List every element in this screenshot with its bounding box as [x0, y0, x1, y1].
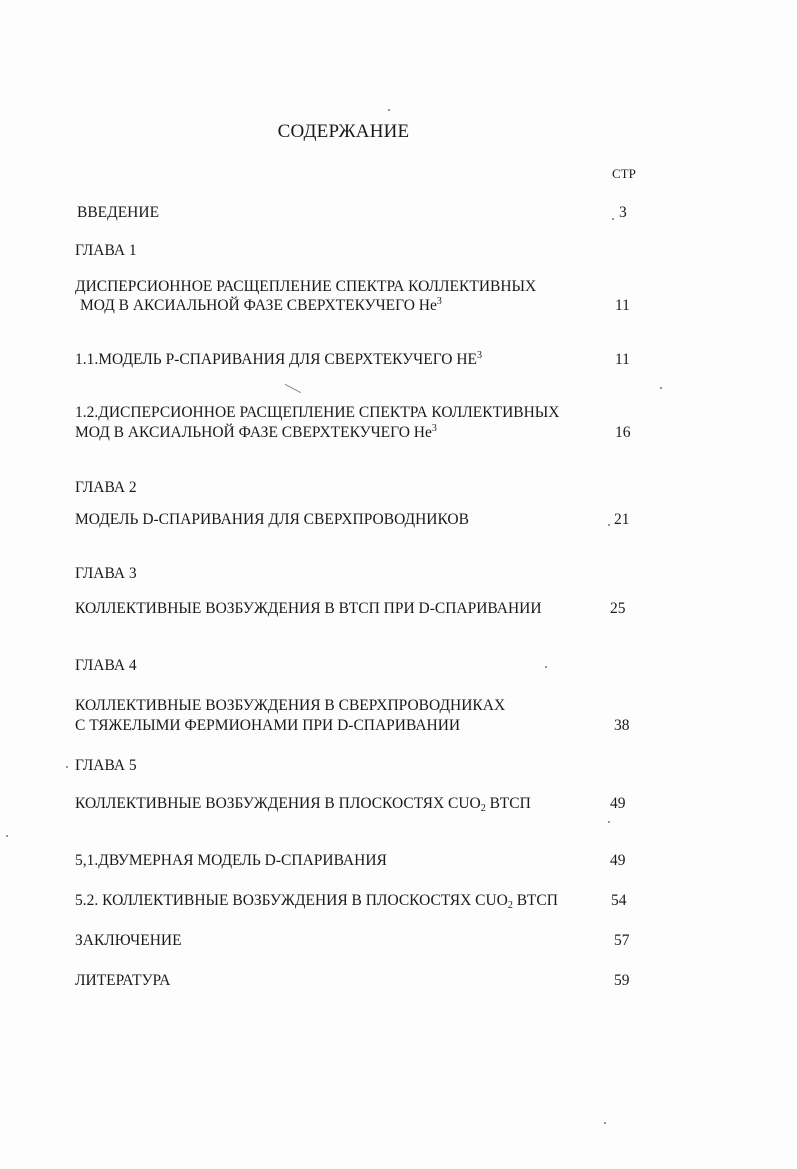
scan-speck	[66, 766, 68, 768]
toc-chapter-3: ГЛАВА 3	[75, 565, 137, 582]
page-column-label: СТР	[612, 166, 636, 181]
toc-entry-5-2: 5.2. КОЛЛЕКТИВНЫЕ ВОЗБУЖДЕНИЯ В ПЛОСКОСТЯХ $CUO_2$ ВТСП	[75, 892, 558, 911]
superscript-3: 3	[436, 296, 442, 307]
scan-speck	[6, 835, 8, 837]
toc-entry-intro: ВВЕДЕНИЕ	[77, 204, 160, 221]
superscript-3: 3	[431, 423, 437, 434]
toc-entry-1-1: 1.1.МОДЕЛЬ Р-СПАРИВАНИЯ ДЛЯ СВЕРХТЕКУЧЕГО $НЕ^3$	[75, 350, 483, 368]
scan-speck	[612, 218, 614, 220]
scan-speck	[660, 387, 662, 389]
toc-entry-5-1: 5,1.ДВУМЕРНАЯ МОДЕЛЬ D-СПАРИВАНИЯ	[75, 852, 387, 869]
toc-page-ch1: 11	[615, 297, 630, 314]
toc-entry-ch3: КОЛЛЕКТИВНЫЕ ВОЗБУЖДЕНИЯ В ВТСП ПРИ D-СПАРИВАНИИ	[75, 600, 542, 617]
toc-page-ch2: 21	[614, 511, 630, 528]
toc-entry-ch1-line2: МОД В АКСИАЛЬНОЙ ФАЗЕ СВЕРХТЕКУЧЕГО He$^3$	[80, 296, 442, 314]
toc-chapter-5: ГЛАВА 5	[75, 757, 137, 774]
toc-chapter-2: ГЛАВА 2	[75, 479, 137, 496]
superscript-3: 3	[477, 350, 483, 361]
toc-page-intro: 3	[619, 204, 627, 221]
toc-page-5-1: 49	[610, 852, 626, 869]
scan-mark	[285, 384, 301, 393]
toc-entry-1-2-line2: МОД В АКСИАЛЬНОЙ ФАЗЕ СВЕРХТЕКУЧЕГО He$^3$	[75, 423, 437, 441]
scan-speck	[388, 109, 390, 111]
toc-chapter-1: ГЛАВА 1	[75, 242, 137, 259]
toc-entry-ch5: КОЛЛЕКТИВНЫЕ ВОЗБУЖДЕНИЯ В ПЛОСКОСТЯХ $CUO_2$ ВТСП	[75, 795, 531, 814]
subscript-2: 2	[507, 900, 513, 911]
toc-chapter-4: ГЛАВА 4	[75, 657, 137, 674]
toc-entry-ch4-line2: С ТЯЖЕЛЫМИ ФЕРМИОНАМИ ПРИ D-СПАРИВАНИИ	[75, 717, 461, 734]
toc-title: СОДЕРЖАНИЕ	[277, 121, 410, 142]
toc-page-ch4: 38	[614, 717, 630, 734]
scan-speck	[608, 524, 610, 526]
toc-page-ch3: 25	[610, 600, 626, 617]
subscript-2: 2	[480, 803, 486, 814]
toc-page-literature: 59	[614, 972, 630, 989]
scan-speck	[545, 666, 547, 668]
toc-page-1-2: 16	[615, 424, 631, 441]
toc-page-ch5: 49	[610, 795, 626, 812]
toc-entry-1-2-line1: 1.2.ДИСПЕРСИОННОЕ РАСЩЕПЛЕНИЕ СПЕКТРА КОЛЛЕКТИВНЫХ	[75, 404, 560, 421]
toc-page-5-2: 54	[611, 892, 627, 909]
scan-speck	[604, 1122, 606, 1124]
toc-page-1-1: 11	[615, 351, 630, 368]
toc-page-conclusion: 57	[614, 932, 630, 949]
toc-entry-ch4-line1: КОЛЛЕКТИВНЫЕ ВОЗБУЖДЕНИЯ В СВЕРХПРОВОДНИКАХ	[75, 697, 506, 714]
toc-entry-conclusion: ЗАКЛЮЧЕНИЕ	[75, 932, 182, 949]
toc-entry-ch2: МОДЕЛЬ D-СПАРИВАНИЯ ДЛЯ СВЕРХПРОВОДНИКОВ	[75, 511, 469, 528]
toc-entry-literature: ЛИТЕРАТУРА	[75, 972, 171, 989]
toc-entry-ch1-line1: ДИСПЕРСИОННОЕ РАСЩЕПЛЕНИЕ СПЕКТРА КОЛЛЕКТИВНЫХ	[75, 278, 537, 295]
scan-speck	[608, 821, 610, 823]
